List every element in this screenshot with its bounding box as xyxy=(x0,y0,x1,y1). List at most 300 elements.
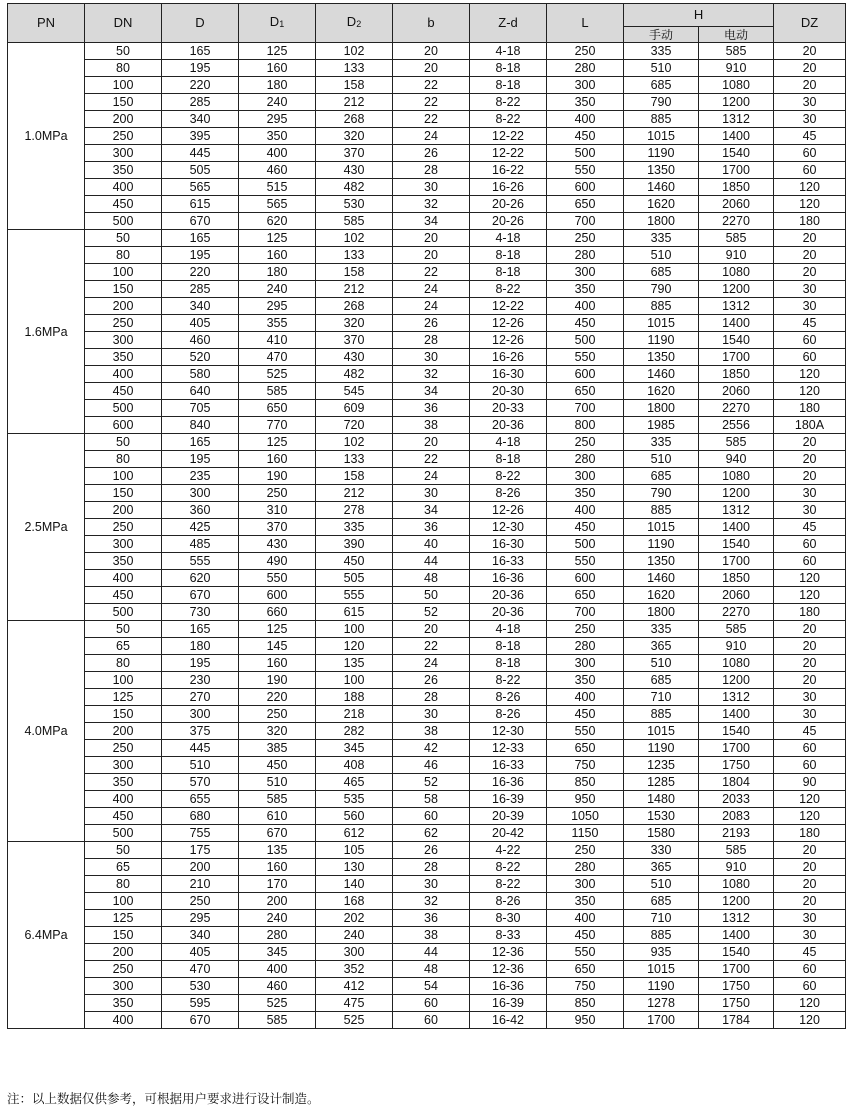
table-cell: 165 xyxy=(162,43,239,60)
table-cell: 300 xyxy=(547,655,624,672)
table-cell: 12-22 xyxy=(470,128,547,145)
table-cell: 640 xyxy=(162,383,239,400)
table-cell: 320 xyxy=(316,128,393,145)
table-cell: 1750 xyxy=(699,978,774,995)
table-cell: 910 xyxy=(699,638,774,655)
table-cell: 180 xyxy=(774,604,846,621)
table-cell: 20 xyxy=(774,672,846,689)
table-cell: 20 xyxy=(774,893,846,910)
table-cell: 60 xyxy=(774,536,846,553)
table-cell: 105 xyxy=(316,842,393,859)
table-cell: 8-22 xyxy=(470,111,547,128)
table-cell: 158 xyxy=(316,77,393,94)
table-cell: 2193 xyxy=(699,825,774,842)
table-cell: 405 xyxy=(162,944,239,961)
table-row xyxy=(8,196,846,213)
table-cell: 100 xyxy=(316,672,393,689)
table-row xyxy=(8,434,846,451)
table-cell: 345 xyxy=(239,944,316,961)
table-cell: 36 xyxy=(393,910,470,927)
table-cell: 12-30 xyxy=(470,723,547,740)
table-row xyxy=(8,315,846,332)
table-cell: 1200 xyxy=(699,94,774,111)
table-cell: 102 xyxy=(316,230,393,247)
table-cell: 270 xyxy=(162,689,239,706)
table-cell: 20 xyxy=(774,876,846,893)
table-cell: 1350 xyxy=(624,349,699,366)
table-cell: 30 xyxy=(774,281,846,298)
table-cell: 470 xyxy=(239,349,316,366)
table-cell: 125 xyxy=(239,230,316,247)
table-cell: 655 xyxy=(162,791,239,808)
table-cell: 165 xyxy=(162,434,239,451)
table-cell: 370 xyxy=(316,145,393,162)
table-cell: 60 xyxy=(774,349,846,366)
table-cell: 670 xyxy=(239,825,316,842)
table-cell: 50 xyxy=(85,230,162,247)
table-cell: 1080 xyxy=(699,655,774,672)
table-cell: 280 xyxy=(547,859,624,876)
table-cell: 1850 xyxy=(699,570,774,587)
table-cell: 482 xyxy=(316,366,393,383)
table-cell: 20 xyxy=(774,43,846,60)
table-cell: 160 xyxy=(239,859,316,876)
table-cell: 44 xyxy=(393,553,470,570)
table-cell: 145 xyxy=(239,638,316,655)
table-cell: 195 xyxy=(162,247,239,264)
table-cell: 425 xyxy=(162,519,239,536)
table-cell: 400 xyxy=(547,111,624,128)
table-cell: 620 xyxy=(162,570,239,587)
table-cell: 450 xyxy=(239,757,316,774)
table-cell: 1540 xyxy=(699,536,774,553)
table-cell: 22 xyxy=(393,77,470,94)
table-cell: 1540 xyxy=(699,145,774,162)
table-cell: 2033 xyxy=(699,791,774,808)
table-cell: 20-36 xyxy=(470,587,547,604)
table-cell: 505 xyxy=(316,570,393,587)
table-row xyxy=(8,740,846,757)
table-cell: 60 xyxy=(774,332,846,349)
table-cell: 350 xyxy=(85,349,162,366)
table-cell: 1350 xyxy=(624,553,699,570)
table-cell: 80 xyxy=(85,876,162,893)
table-cell: 100 xyxy=(85,468,162,485)
table-cell: 450 xyxy=(547,927,624,944)
table-cell: 730 xyxy=(162,604,239,621)
table-cell: 180 xyxy=(774,825,846,842)
table-row xyxy=(8,502,846,519)
table-cell: 60 xyxy=(774,740,846,757)
table-cell: 150 xyxy=(85,485,162,502)
table-cell: 525 xyxy=(316,1012,393,1029)
table-cell: 60 xyxy=(774,757,846,774)
table-cell: 1015 xyxy=(624,723,699,740)
table-cell: 685 xyxy=(624,672,699,689)
header-d2-sub: 2 xyxy=(356,19,362,29)
table-cell: 500 xyxy=(547,145,624,162)
table-cell: 48 xyxy=(393,570,470,587)
table-cell: 180 xyxy=(239,264,316,281)
table-cell: 195 xyxy=(162,451,239,468)
table-cell: 120 xyxy=(774,196,846,213)
table-cell: 1700 xyxy=(699,349,774,366)
table-cell: 60 xyxy=(393,995,470,1012)
table-cell: 515 xyxy=(239,179,316,196)
table-cell: 4-18 xyxy=(470,621,547,638)
table-row xyxy=(8,553,846,570)
table-cell: 12-26 xyxy=(470,315,547,332)
table-cell: 20 xyxy=(774,247,846,264)
table-cell: 20 xyxy=(393,60,470,77)
table-cell: 2556 xyxy=(699,417,774,434)
table-cell: 365 xyxy=(624,859,699,876)
table-cell: 1200 xyxy=(699,893,774,910)
table-cell: 188 xyxy=(316,689,393,706)
table-cell: 600 xyxy=(547,570,624,587)
table-cell: 180 xyxy=(774,400,846,417)
table-cell: 16-39 xyxy=(470,791,547,808)
table-row xyxy=(8,638,846,655)
table-cell: 1540 xyxy=(699,944,774,961)
table-cell: 24 xyxy=(393,281,470,298)
table-cell: 20 xyxy=(774,451,846,468)
table-cell: 120 xyxy=(774,995,846,1012)
table-cell: 58 xyxy=(393,791,470,808)
table-cell: 212 xyxy=(316,281,393,298)
table-cell: 1235 xyxy=(624,757,699,774)
table-cell: 585 xyxy=(239,791,316,808)
table-cell: 1190 xyxy=(624,536,699,553)
table-cell: 65 xyxy=(85,859,162,876)
table-cell: 1700 xyxy=(699,740,774,757)
table-row xyxy=(8,808,846,825)
table-cell: 400 xyxy=(547,298,624,315)
table-cell: 350 xyxy=(85,995,162,1012)
table-cell: 1750 xyxy=(699,757,774,774)
table-cell: 300 xyxy=(85,145,162,162)
table-row xyxy=(8,298,846,315)
table-cell: 300 xyxy=(547,77,624,94)
table-cell: 1620 xyxy=(624,587,699,604)
table-cell: 60 xyxy=(774,162,846,179)
table-body xyxy=(8,43,846,1029)
table-cell: 1050 xyxy=(547,808,624,825)
table-cell: 465 xyxy=(316,774,393,791)
table-cell: 20-30 xyxy=(470,383,547,400)
table-cell: 220 xyxy=(162,264,239,281)
table-cell: 940 xyxy=(699,451,774,468)
header-l: L xyxy=(547,4,624,43)
table-row xyxy=(8,128,846,145)
table-cell: 335 xyxy=(624,43,699,60)
table-cell: 450 xyxy=(547,315,624,332)
table-cell: 460 xyxy=(239,978,316,995)
table-cell: 280 xyxy=(547,60,624,77)
table-row xyxy=(8,281,846,298)
table-row xyxy=(8,944,846,961)
table-cell: 20 xyxy=(774,842,846,859)
table-cell: 26 xyxy=(393,672,470,689)
table-cell: 16-36 xyxy=(470,774,547,791)
table-cell: 20 xyxy=(774,468,846,485)
table-row xyxy=(8,774,846,791)
table-cell: 1784 xyxy=(699,1012,774,1029)
table-cell: 54 xyxy=(393,978,470,995)
table-cell: 8-26 xyxy=(470,706,547,723)
table-cell: 120 xyxy=(774,383,846,400)
table-cell: 530 xyxy=(316,196,393,213)
table-row xyxy=(8,485,846,502)
table-cell: 190 xyxy=(239,672,316,689)
table-cell: 2083 xyxy=(699,808,774,825)
table-row xyxy=(8,655,846,672)
table-cell: 500 xyxy=(85,825,162,842)
table-cell: 8-18 xyxy=(470,655,547,672)
spec-table-container xyxy=(7,3,845,1029)
table-cell: 1190 xyxy=(624,145,699,162)
table-cell: 1015 xyxy=(624,519,699,536)
table-cell: 8-26 xyxy=(470,485,547,502)
table-cell: 22 xyxy=(393,638,470,655)
table-row xyxy=(8,757,846,774)
table-cell: 250 xyxy=(162,893,239,910)
table-row xyxy=(8,332,846,349)
table-cell: 30 xyxy=(393,876,470,893)
header-row xyxy=(8,4,846,27)
table-cell: 100 xyxy=(316,621,393,638)
table-cell: 350 xyxy=(547,672,624,689)
table-cell: 400 xyxy=(547,502,624,519)
table-cell: 335 xyxy=(624,621,699,638)
table-cell: 160 xyxy=(239,247,316,264)
table-cell: 1800 xyxy=(624,213,699,230)
table-cell: 750 xyxy=(547,978,624,995)
table-row xyxy=(8,145,846,162)
table-cell: 285 xyxy=(162,94,239,111)
table-cell: 4-18 xyxy=(470,230,547,247)
table-cell: 133 xyxy=(316,247,393,264)
table-cell: 1850 xyxy=(699,179,774,196)
table-cell: 475 xyxy=(316,995,393,1012)
table-cell: 16-36 xyxy=(470,570,547,587)
table-cell: 565 xyxy=(162,179,239,196)
table-cell: 355 xyxy=(239,315,316,332)
table-cell: 38 xyxy=(393,723,470,740)
table-cell: 16-36 xyxy=(470,978,547,995)
table-cell: 450 xyxy=(85,587,162,604)
table-cell: 22 xyxy=(393,451,470,468)
table-cell: 800 xyxy=(547,417,624,434)
table-cell: 770 xyxy=(239,417,316,434)
table-cell: 500 xyxy=(547,332,624,349)
table-cell: 370 xyxy=(239,519,316,536)
table-cell: 445 xyxy=(162,740,239,757)
table-cell: 790 xyxy=(624,485,699,502)
table-cell: 460 xyxy=(239,162,316,179)
table-cell: 158 xyxy=(316,264,393,281)
table-cell: 32 xyxy=(393,196,470,213)
table-cell: 250 xyxy=(85,740,162,757)
table-cell: 670 xyxy=(162,1012,239,1029)
table-cell: 295 xyxy=(239,298,316,315)
table-cell: 335 xyxy=(624,434,699,451)
table-row xyxy=(8,77,846,94)
table-cell: 1460 xyxy=(624,366,699,383)
table-cell: 1804 xyxy=(699,774,774,791)
table-cell: 395 xyxy=(162,128,239,145)
table-row xyxy=(8,536,846,553)
table-cell: 350 xyxy=(239,128,316,145)
header-d1 xyxy=(239,4,316,43)
table-cell: 170 xyxy=(239,876,316,893)
table-cell: 30 xyxy=(774,910,846,927)
table-cell: 1700 xyxy=(699,553,774,570)
table-cell: 190 xyxy=(239,468,316,485)
table-cell: 60 xyxy=(393,1012,470,1029)
table-cell: 250 xyxy=(547,842,624,859)
table-cell: 45 xyxy=(774,944,846,961)
table-cell: 8-22 xyxy=(470,94,547,111)
table-cell: 22 xyxy=(393,264,470,281)
table-cell: 45 xyxy=(774,519,846,536)
table-cell: 8-26 xyxy=(470,893,547,910)
table-cell: 550 xyxy=(239,570,316,587)
table-cell: 300 xyxy=(547,468,624,485)
table-row xyxy=(8,689,846,706)
table-cell: 32 xyxy=(393,366,470,383)
table-cell: 280 xyxy=(547,451,624,468)
table-cell: 1850 xyxy=(699,366,774,383)
table-row xyxy=(8,213,846,230)
table-cell: 450 xyxy=(547,706,624,723)
table-cell: 8-30 xyxy=(470,910,547,927)
header-d2 xyxy=(316,4,393,43)
table-cell: 20 xyxy=(774,655,846,672)
header-h: H xyxy=(624,4,774,27)
table-cell: 1312 xyxy=(699,111,774,128)
table-cell: 685 xyxy=(624,264,699,281)
table-cell: 550 xyxy=(547,723,624,740)
header-dz: DZ xyxy=(774,4,846,43)
table-cell: 885 xyxy=(624,706,699,723)
table-cell: 485 xyxy=(162,536,239,553)
table-cell: 585 xyxy=(239,383,316,400)
table-cell: 400 xyxy=(547,910,624,927)
table-cell: 1400 xyxy=(699,519,774,536)
table-cell: 510 xyxy=(624,655,699,672)
table-cell: 482 xyxy=(316,179,393,196)
table-cell: 400 xyxy=(239,961,316,978)
table-cell: 1800 xyxy=(624,400,699,417)
table-cell: 2060 xyxy=(699,587,774,604)
table-cell: 430 xyxy=(316,162,393,179)
table-cell: 8-18 xyxy=(470,451,547,468)
table-cell: 20 xyxy=(393,621,470,638)
table-cell: 300 xyxy=(85,332,162,349)
table-cell: 1700 xyxy=(699,961,774,978)
table-cell: 700 xyxy=(547,604,624,621)
table-cell: 510 xyxy=(624,876,699,893)
table-cell: 220 xyxy=(162,77,239,94)
table-row xyxy=(8,366,846,383)
table-row xyxy=(8,264,846,281)
table-cell: 500 xyxy=(85,604,162,621)
table-row xyxy=(8,162,846,179)
table-cell: 24 xyxy=(393,298,470,315)
table-row xyxy=(8,468,846,485)
table-cell: 165 xyxy=(162,621,239,638)
table-cell: 4-22 xyxy=(470,842,547,859)
table-cell: 1080 xyxy=(699,876,774,893)
table-cell: 50 xyxy=(393,587,470,604)
table-cell: 2060 xyxy=(699,383,774,400)
table-cell: 20-42 xyxy=(470,825,547,842)
table-cell: 1150 xyxy=(547,825,624,842)
table-cell: 1312 xyxy=(699,910,774,927)
table-cell: 45 xyxy=(774,128,846,145)
table-cell: 710 xyxy=(624,689,699,706)
table-cell: 850 xyxy=(547,995,624,1012)
table-cell: 12-22 xyxy=(470,145,547,162)
table-cell: 1700 xyxy=(699,162,774,179)
table-cell: 80 xyxy=(85,655,162,672)
table-cell: 24 xyxy=(393,128,470,145)
table-cell: 400 xyxy=(85,179,162,196)
table-cell: 4-18 xyxy=(470,434,547,451)
table-cell: 295 xyxy=(239,111,316,128)
table-cell: 125 xyxy=(239,621,316,638)
table-cell: 250 xyxy=(547,230,624,247)
table-cell: 510 xyxy=(239,774,316,791)
table-cell: 282 xyxy=(316,723,393,740)
table-cell: 525 xyxy=(239,366,316,383)
table-cell: 280 xyxy=(547,247,624,264)
table-cell: 150 xyxy=(85,706,162,723)
table-row xyxy=(8,672,846,689)
table-cell: 450 xyxy=(547,128,624,145)
table-cell: 45 xyxy=(774,315,846,332)
table-cell: 615 xyxy=(162,196,239,213)
table-row xyxy=(8,230,846,247)
header-h-electric: 电动 xyxy=(699,27,774,43)
table-cell: 80 xyxy=(85,247,162,264)
table-row xyxy=(8,621,846,638)
table-cell: 38 xyxy=(393,417,470,434)
table-cell: 400 xyxy=(547,689,624,706)
table-cell: 1200 xyxy=(699,281,774,298)
table-cell: 585 xyxy=(699,43,774,60)
header-pn: PN xyxy=(8,4,85,43)
table-cell: 278 xyxy=(316,502,393,519)
table-cell: 1015 xyxy=(624,961,699,978)
table-row xyxy=(8,349,846,366)
table-cell: 1080 xyxy=(699,264,774,281)
table-cell: 1190 xyxy=(624,978,699,995)
table-cell: 450 xyxy=(85,383,162,400)
table-cell: 20 xyxy=(774,77,846,94)
table-cell: 505 xyxy=(162,162,239,179)
table-cell: 555 xyxy=(162,553,239,570)
table-cell: 408 xyxy=(316,757,393,774)
table-row xyxy=(8,519,846,536)
table-cell: 120 xyxy=(774,791,846,808)
table-row xyxy=(8,876,846,893)
table-cell: 600 xyxy=(85,417,162,434)
table-cell: 1530 xyxy=(624,808,699,825)
table-cell: 180 xyxy=(239,77,316,94)
table-cell: 500 xyxy=(547,536,624,553)
